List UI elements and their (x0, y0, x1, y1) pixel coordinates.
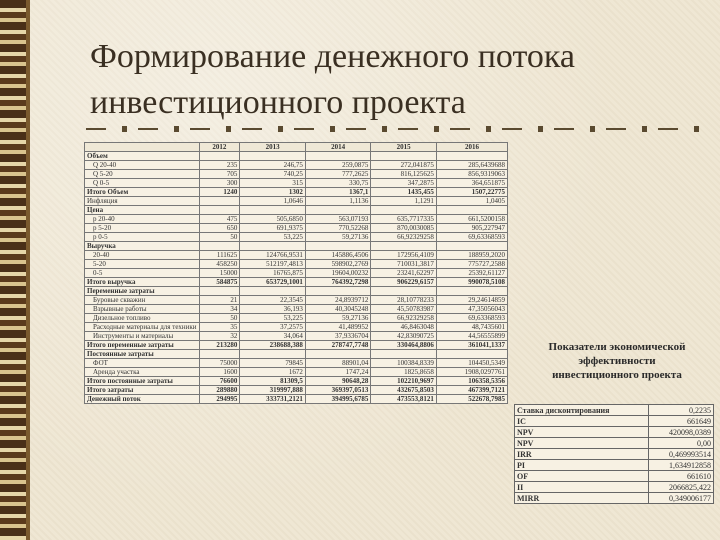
divider-tick (278, 126, 283, 132)
value-cell: 48,7435601 (436, 323, 507, 332)
value-cell: 315 (240, 179, 306, 188)
row-label: Итого выручка (85, 278, 200, 287)
value-cell: 40,3045248 (305, 305, 371, 314)
value-cell: 53,225 (240, 233, 306, 242)
value-cell: 740,25 (240, 170, 306, 179)
table-row (85, 377, 508, 386)
value-cell: 1,1136 (305, 197, 371, 206)
value-cell: 16765,875 (240, 269, 306, 278)
value-cell: 906229,6157 (371, 278, 437, 287)
indicator-value: 1,634912858 (649, 460, 714, 471)
table-row (85, 305, 508, 314)
indicator-name: NPV (515, 427, 649, 438)
value-cell: 1,0646 (240, 197, 306, 206)
value-cell: 50 (199, 314, 240, 323)
value-cell (436, 287, 507, 296)
value-cell: 76600 (199, 377, 240, 386)
value-cell: 705 (199, 170, 240, 179)
value-cell: 347,2875 (371, 179, 437, 188)
value-cell: 467399,7121 (436, 386, 507, 395)
value-cell: 330464,8806 (371, 341, 437, 350)
indicator-value: 0,349006177 (649, 493, 714, 504)
value-cell: 1302 (240, 188, 306, 197)
row-label: p 0-5 (85, 233, 200, 242)
value-cell: 1240 (199, 188, 240, 197)
indicator-row (515, 405, 714, 416)
value-cell: 34 (199, 305, 240, 314)
value-cell: 1747,24 (305, 368, 371, 377)
value-cell: 1367,1 (305, 188, 371, 197)
indicator-name: PI (515, 460, 649, 471)
value-cell: 53,225 (240, 314, 306, 323)
indicators-caption (522, 340, 712, 382)
value-cell: 88901,04 (305, 359, 371, 368)
value-cell (240, 287, 306, 296)
value-cell: 69,63368593 (436, 233, 507, 242)
value-cell: 235 (199, 161, 240, 170)
divider-tick (330, 126, 335, 132)
value-cell: 66,92329258 (371, 314, 437, 323)
value-cell: 24,8939712 (305, 296, 371, 305)
divider-dash (190, 128, 210, 130)
divider-tick (642, 126, 647, 132)
year-header: 2014 (305, 143, 371, 152)
divider-dash (398, 128, 418, 130)
dashed-divider (86, 126, 706, 132)
value-cell: 584875 (199, 278, 240, 287)
value-cell: 37,2575 (240, 323, 306, 332)
slide-title (90, 34, 690, 126)
value-cell: 285,6439688 (436, 161, 507, 170)
indicator-value: 2066825,422 (649, 482, 714, 493)
value-cell: 246,75 (240, 161, 306, 170)
table-row (85, 350, 508, 359)
row-label: p 5-20 (85, 224, 200, 233)
indicator-name: IRR (515, 449, 649, 460)
value-cell: 777,2625 (305, 170, 371, 179)
table-row (85, 332, 508, 341)
row-label: Q 5-20 (85, 170, 200, 179)
divider-tick (434, 126, 439, 132)
value-cell: 36,193 (240, 305, 306, 314)
value-cell (199, 242, 240, 251)
value-cell (305, 242, 371, 251)
divider-dash (242, 128, 262, 130)
indicator-row (515, 438, 714, 449)
value-cell: 770,52268 (305, 224, 371, 233)
row-label: Итого затраты (85, 386, 200, 395)
value-cell: 259,0875 (305, 161, 371, 170)
row-label: Итого Объем (85, 188, 200, 197)
title-line-2: инвестиционного проекта (90, 84, 466, 121)
value-cell (436, 350, 507, 359)
value-cell: 188959,2020 (436, 251, 507, 260)
row-label: Q 0-5 (85, 179, 200, 188)
value-cell: 22,3545 (240, 296, 306, 305)
value-cell: 1600 (199, 368, 240, 377)
value-cell (199, 350, 240, 359)
value-cell: 21 (199, 296, 240, 305)
table-row (85, 233, 508, 242)
row-label: 20-40 (85, 251, 200, 260)
value-cell: 458250 (199, 260, 240, 269)
row-label: 5-20 (85, 260, 200, 269)
value-cell: 764392,7298 (305, 278, 371, 287)
table-row (85, 278, 508, 287)
value-cell: 905,227947 (436, 224, 507, 233)
table-row (85, 152, 508, 161)
value-cell: 364,651875 (436, 179, 507, 188)
row-label: Цена (85, 206, 200, 215)
row-label: Объем (85, 152, 200, 161)
value-cell (199, 206, 240, 215)
divider-dash (346, 128, 366, 130)
caption-line: Показатели экономической (548, 341, 686, 353)
value-cell: 172956,4109 (371, 251, 437, 260)
value-cell: 563,07193 (305, 215, 371, 224)
value-cell (371, 350, 437, 359)
indicators-table-body (515, 405, 714, 504)
value-cell (436, 242, 507, 251)
value-cell: 661,5200158 (436, 215, 507, 224)
table-row (85, 386, 508, 395)
row-label: Аренда участка (85, 368, 200, 377)
value-cell: 41,489952 (305, 323, 371, 332)
value-cell: 1,0405 (436, 197, 507, 206)
value-cell: 394995,6785 (305, 395, 371, 404)
table-row (85, 170, 508, 179)
row-label: Взрывные работы (85, 305, 200, 314)
divider-tick (174, 126, 179, 132)
indicator-row (515, 460, 714, 471)
value-cell: 635,7717335 (371, 215, 437, 224)
indicator-row (515, 493, 714, 504)
value-cell: 35 (199, 323, 240, 332)
value-cell: 102210,9697 (371, 377, 437, 386)
value-cell: 1908,0297761 (436, 368, 507, 377)
table-row (85, 395, 508, 404)
indicator-value: 0,469993514 (649, 449, 714, 460)
divider-dash (138, 128, 158, 130)
value-cell: 473553,8121 (371, 395, 437, 404)
table-row (85, 242, 508, 251)
divider-tick (226, 126, 231, 132)
value-cell: 47,35056043 (436, 305, 507, 314)
table-row (85, 269, 508, 278)
table-row (85, 251, 508, 260)
value-cell: 598902,2769 (305, 260, 371, 269)
value-cell: 856,9319063 (436, 170, 507, 179)
value-cell (305, 152, 371, 161)
table-row (85, 188, 508, 197)
value-cell (371, 206, 437, 215)
value-cell: 1,1291 (371, 197, 437, 206)
row-label: Инструменты и материалы (85, 332, 200, 341)
value-cell: 289880 (199, 386, 240, 395)
row-label: p 20-40 (85, 215, 200, 224)
header-label-cell (85, 143, 200, 152)
caption-line: инвестиционного проекта (552, 369, 682, 381)
indicator-value: 0,00 (649, 438, 714, 449)
value-cell: 870,0030085 (371, 224, 437, 233)
value-cell: 990078,5108 (436, 278, 507, 287)
caption-line: эффективности (578, 355, 656, 367)
indicator-name: Ставка дисконтирования (515, 405, 649, 416)
value-cell: 59,27136 (305, 314, 371, 323)
value-cell: 475 (199, 215, 240, 224)
year-header: 2015 (371, 143, 437, 152)
row-label: Денежный поток (85, 395, 200, 404)
value-cell: 37,9336704 (305, 332, 371, 341)
value-cell (305, 206, 371, 215)
indicator-name: OF (515, 471, 649, 482)
row-label: Дизельное топливо (85, 314, 200, 323)
value-cell: 1435,455 (371, 188, 437, 197)
value-cell: 124766,9531 (240, 251, 306, 260)
value-cell (240, 350, 306, 359)
value-cell (199, 287, 240, 296)
value-cell: 816,125625 (371, 170, 437, 179)
value-cell: 25392,61127 (436, 269, 507, 278)
table-row (85, 215, 508, 224)
divider-dash (294, 128, 314, 130)
value-cell: 319997,888 (240, 386, 306, 395)
table-row (85, 323, 508, 332)
value-cell: 79845 (240, 359, 306, 368)
table-row (85, 206, 508, 215)
value-cell: 1672 (240, 368, 306, 377)
table-row (85, 260, 508, 269)
cashflow-table-body (85, 152, 508, 404)
value-cell: 272,041875 (371, 161, 437, 170)
table-row (85, 314, 508, 323)
value-cell: 330,75 (305, 179, 371, 188)
value-cell: 111625 (199, 251, 240, 260)
year-header: 2012 (199, 143, 240, 152)
value-cell: 42,83090725 (371, 332, 437, 341)
value-cell (240, 152, 306, 161)
value-cell: 50 (199, 233, 240, 242)
indicator-value: 661610 (649, 471, 714, 482)
value-cell: 69,63368593 (436, 314, 507, 323)
divider-tick (694, 126, 699, 132)
value-cell: 361041,1337 (436, 341, 507, 350)
indicators-table (514, 404, 714, 504)
indicator-value: 420098,0389 (649, 427, 714, 438)
value-cell: 505,6850 (240, 215, 306, 224)
value-cell (371, 152, 437, 161)
value-cell: 44,56555899 (436, 332, 507, 341)
value-cell (199, 197, 240, 206)
divider-tick (122, 126, 127, 132)
value-cell (305, 350, 371, 359)
value-cell (371, 242, 437, 251)
row-label: Расходные материалы для техники (85, 323, 200, 332)
row-label: Итого постоянные затраты (85, 377, 200, 386)
value-cell (199, 152, 240, 161)
value-cell: 213280 (199, 341, 240, 350)
value-cell: 775727,2588 (436, 260, 507, 269)
value-cell: 106358,5356 (436, 377, 507, 386)
value-cell: 90648,28 (305, 377, 371, 386)
value-cell: 300 (199, 179, 240, 188)
indicator-value: 0,2235 (649, 405, 714, 416)
value-cell: 145886,4506 (305, 251, 371, 260)
row-label: Q 20-40 (85, 161, 200, 170)
divider-tick (486, 126, 491, 132)
value-cell: 23241,62297 (371, 269, 437, 278)
value-cell: 104450,5349 (436, 359, 507, 368)
indicator-row (515, 482, 714, 493)
value-cell: 522678,7985 (436, 395, 507, 404)
divider-dash (554, 128, 574, 130)
decorative-border-edge (26, 0, 30, 540)
row-label: Инфляция (85, 197, 200, 206)
value-cell: 28,10778233 (371, 296, 437, 305)
table-row (85, 359, 508, 368)
table-row (85, 224, 508, 233)
value-cell (240, 206, 306, 215)
value-cell: 1825,8658 (371, 368, 437, 377)
indicator-name: MIRR (515, 493, 649, 504)
row-label: Переменные затраты (85, 287, 200, 296)
value-cell (240, 242, 306, 251)
value-cell: 34,064 (240, 332, 306, 341)
value-cell: 45,50783987 (371, 305, 437, 314)
indicator-row (515, 416, 714, 427)
divider-tick (590, 126, 595, 132)
table-header-row (85, 143, 508, 152)
table-row (85, 296, 508, 305)
row-label: Буровые скважин (85, 296, 200, 305)
indicator-name: NPV (515, 438, 649, 449)
value-cell: 59,27136 (305, 233, 371, 242)
value-cell (305, 287, 371, 296)
indicator-name: II (515, 482, 649, 493)
row-label: 0-5 (85, 269, 200, 278)
table-row (85, 161, 508, 170)
year-header: 2016 (436, 143, 507, 152)
value-cell: 691,9375 (240, 224, 306, 233)
indicator-name: IC (515, 416, 649, 427)
value-cell (436, 206, 507, 215)
value-cell: 653729,1001 (240, 278, 306, 287)
indicator-row (515, 449, 714, 460)
value-cell: 294995 (199, 395, 240, 404)
value-cell: 100384,8339 (371, 359, 437, 368)
value-cell (371, 287, 437, 296)
value-cell: 238688,388 (240, 341, 306, 350)
value-cell: 369397,0513 (305, 386, 371, 395)
divider-dash (658, 128, 678, 130)
value-cell: 15000 (199, 269, 240, 278)
row-label: Итого переменные затраты (85, 341, 200, 350)
row-label: ФОТ (85, 359, 200, 368)
title-line-1: Формирование денежного потока (90, 38, 575, 75)
row-label: Постоянные затраты (85, 350, 200, 359)
divider-dash (86, 128, 106, 130)
cashflow-table (84, 142, 508, 404)
value-cell: 75000 (199, 359, 240, 368)
table-row (85, 197, 508, 206)
value-cell: 278747,7748 (305, 341, 371, 350)
value-cell: 333731,2121 (240, 395, 306, 404)
value-cell: 32 (199, 332, 240, 341)
row-label: Выручка (85, 242, 200, 251)
value-cell: 81309,5 (240, 377, 306, 386)
divider-tick (382, 126, 387, 132)
value-cell: 432675,8503 (371, 386, 437, 395)
indicator-value: 661649 (649, 416, 714, 427)
value-cell: 19604,00232 (305, 269, 371, 278)
decorative-border (0, 0, 26, 540)
indicator-row (515, 471, 714, 482)
value-cell (436, 152, 507, 161)
table-row (85, 179, 508, 188)
value-cell: 512197,4813 (240, 260, 306, 269)
table-row (85, 341, 508, 350)
value-cell: 1507,22775 (436, 188, 507, 197)
value-cell: 29,24614859 (436, 296, 507, 305)
table-row (85, 287, 508, 296)
year-header: 2013 (240, 143, 306, 152)
value-cell: 650 (199, 224, 240, 233)
indicator-row (515, 427, 714, 438)
divider-dash (450, 128, 470, 130)
divider-tick (538, 126, 543, 132)
value-cell: 710031,3817 (371, 260, 437, 269)
table-row (85, 368, 508, 377)
divider-dash (606, 128, 626, 130)
value-cell: 66,92329258 (371, 233, 437, 242)
value-cell: 46,8463048 (371, 323, 437, 332)
divider-dash (502, 128, 522, 130)
